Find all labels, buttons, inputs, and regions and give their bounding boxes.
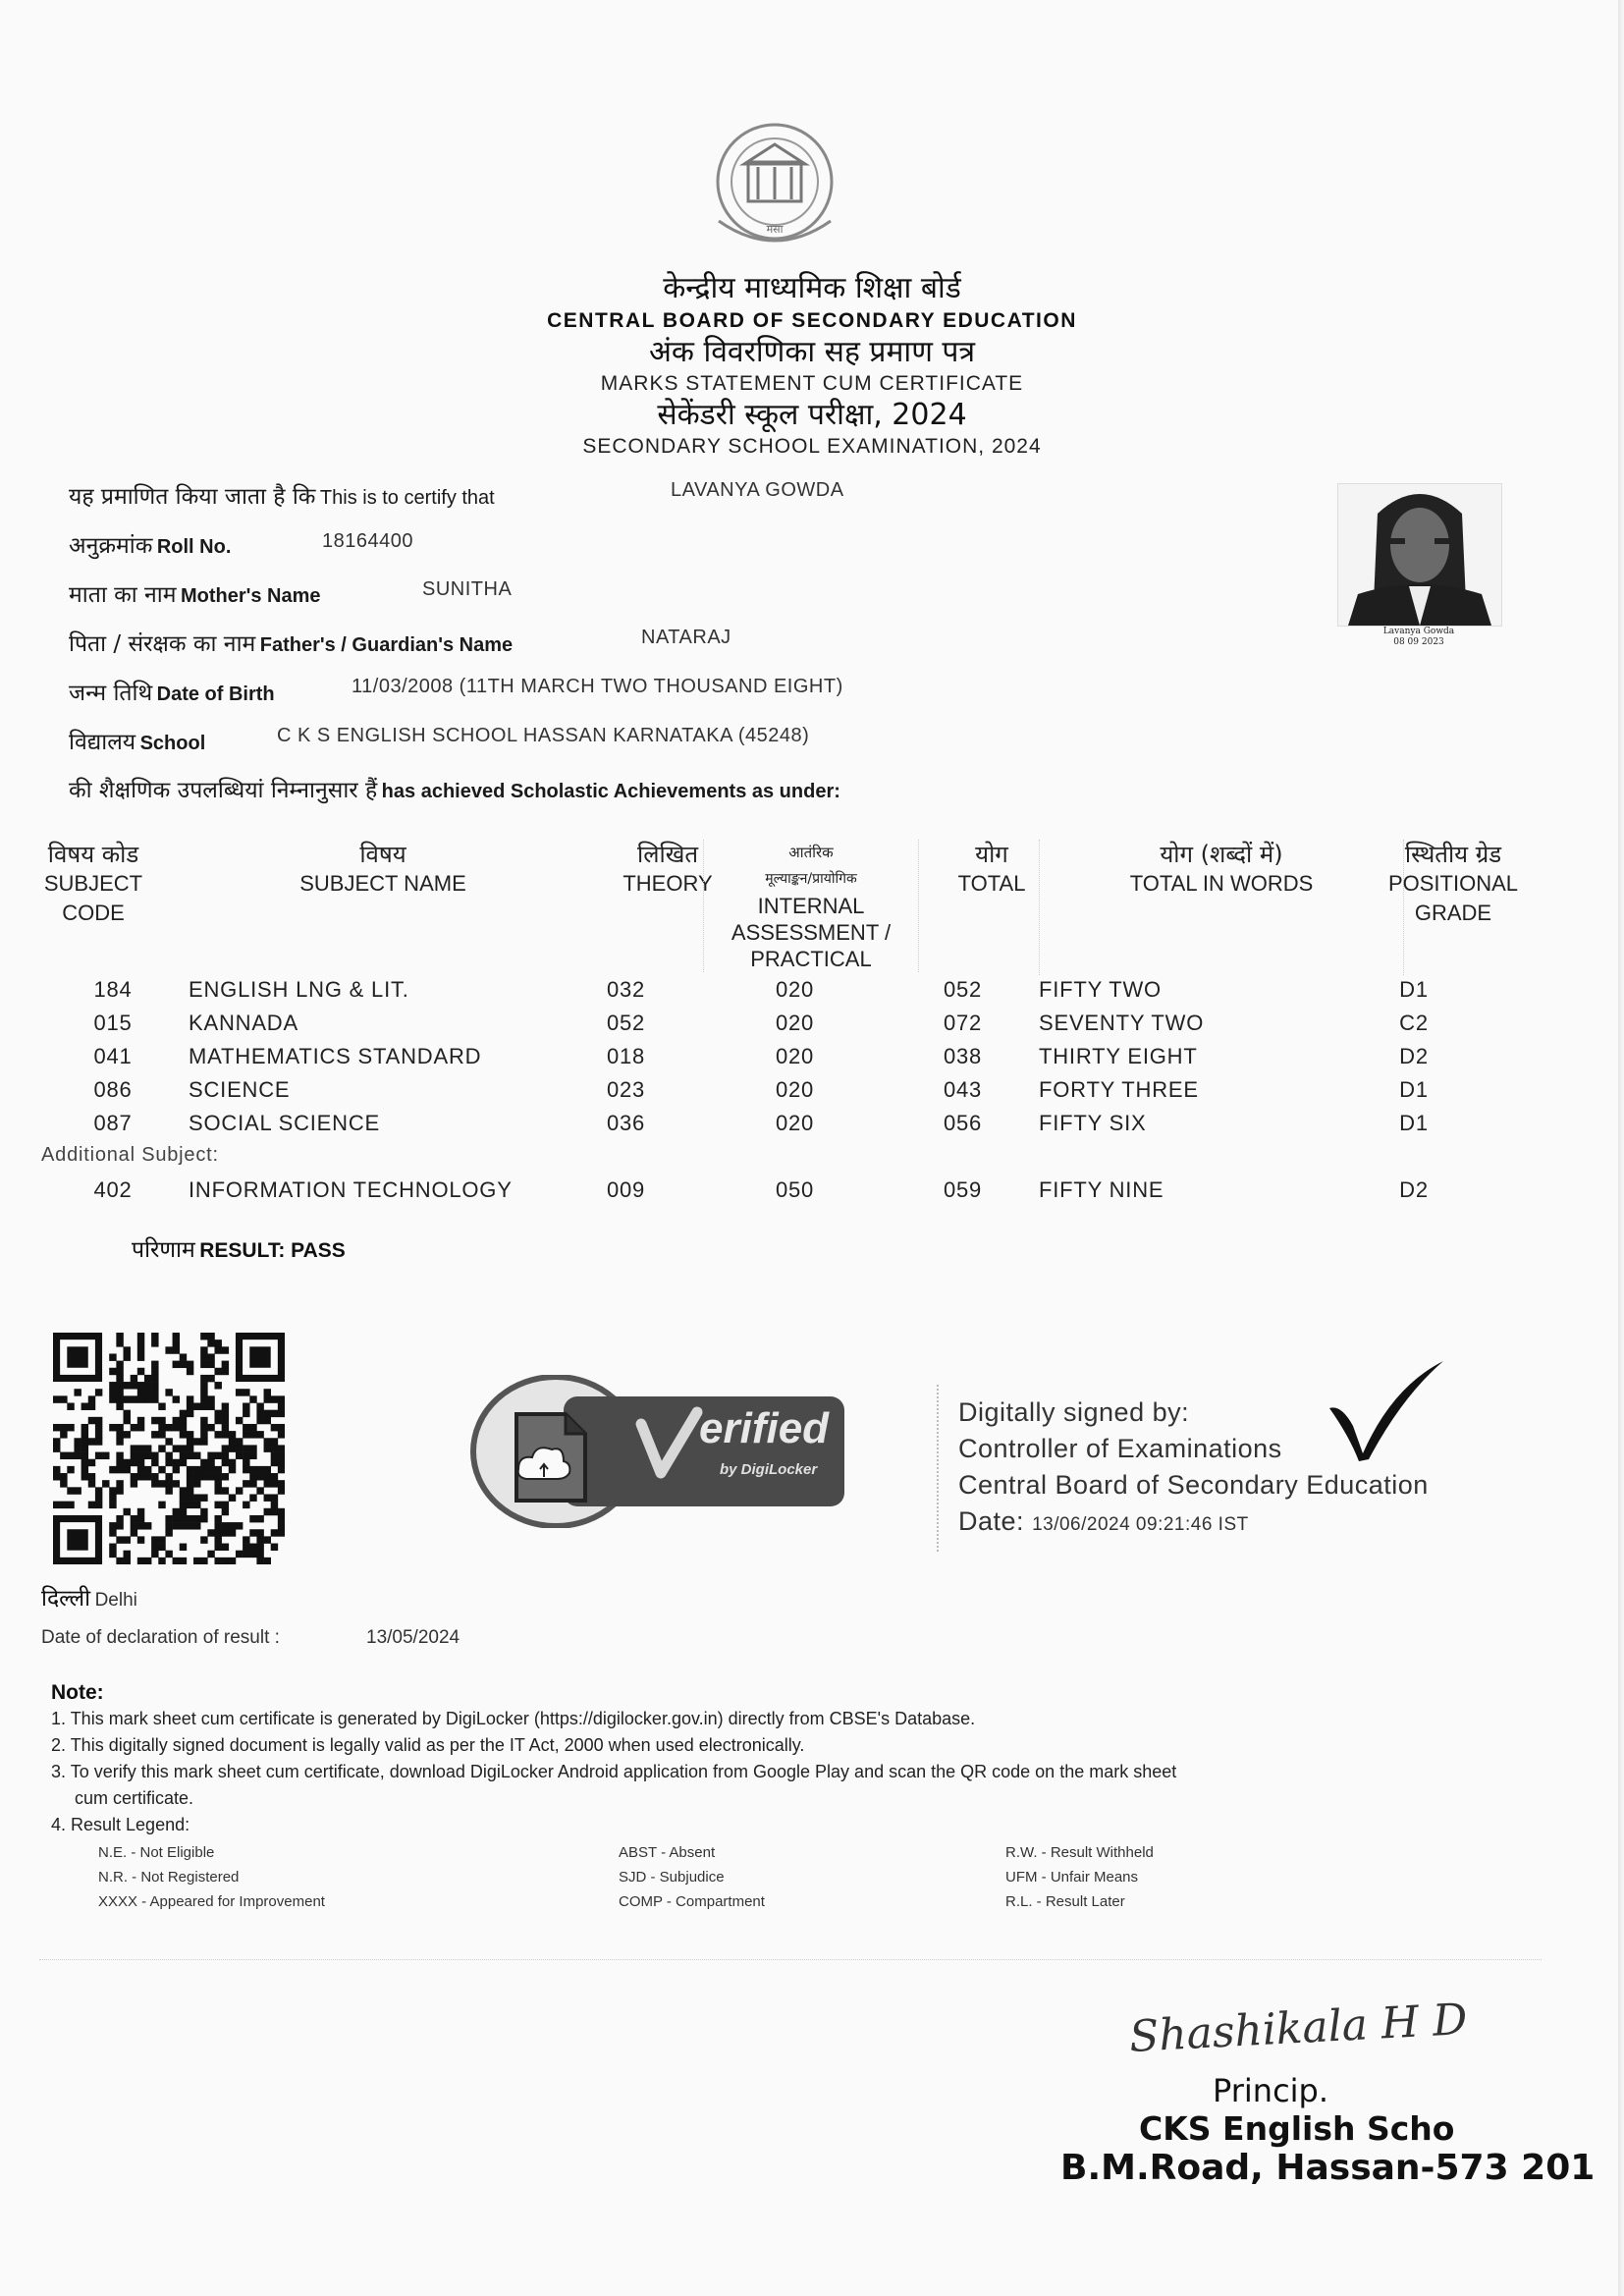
legend-item: XXXX - Appeared for Improvement <box>98 1893 325 1910</box>
dob-label-en: Date of Birth <box>156 683 275 705</box>
col-name-en: SUBJECT NAME <box>299 871 466 896</box>
col-total-hi: योग <box>975 841 1008 868</box>
principal-signature: Shashikala H D <box>1127 1995 1469 2062</box>
row-internal: 020 <box>775 1044 815 1068</box>
note-item: 3. To verify this mark sheet cum certificate, download DigiLocker Android application from Google Play and scan the QR code on the mark sheet <box>51 1762 1177 1781</box>
roll-label-en: Roll No. <box>156 536 232 558</box>
row-words: FIFTY SIX <box>1039 1111 1147 1135</box>
doc-title-en: MARKS STATEMENT CUM CERTIFICATE <box>600 372 1024 395</box>
col-internal-header <box>703 840 919 972</box>
verified-text: erified <box>699 1404 830 1452</box>
col-name-header <box>265 840 501 899</box>
notes-section <box>51 1679 1445 1838</box>
row-theory: 052 <box>606 1011 646 1035</box>
certify-label-en: This is to certify that <box>319 487 495 509</box>
row-code: 184 <box>93 977 133 1002</box>
legend-item: R.W. - Result Withheld <box>1005 1844 1154 1861</box>
col-grade-en1: POSITIONAL <box>1387 871 1519 896</box>
mother-label-hi: माता का नाम <box>69 582 177 608</box>
col-grade-hi: स्थितीय ग्रेड <box>1404 841 1502 868</box>
col-code-en1: SUBJECT <box>43 871 143 896</box>
col-theory-en: THEORY <box>623 871 713 896</box>
qr-code[interactable] <box>53 1333 285 1564</box>
row-internal: 020 <box>775 1011 815 1035</box>
board-title-en: CENTRAL BOARD OF SECONDARY EDUCATION <box>547 309 1077 332</box>
student-name: LAVANYA GOWDA <box>671 479 844 501</box>
row-words: FIFTY TWO <box>1039 977 1162 1002</box>
stamp-line-1: Princip. <box>1213 2072 1329 2109</box>
dob-row <box>69 676 275 707</box>
student-photo <box>1337 483 1502 627</box>
row-total: 043 <box>943 1077 983 1102</box>
legend-item: SJD - Subjudice <box>619 1869 725 1886</box>
row-grade: D1 <box>1399 977 1429 1002</box>
legend-item: N.R. - Not Registered <box>98 1869 240 1886</box>
row-words: SEVENTY TWO <box>1039 1011 1205 1035</box>
col-internal-en1: INTERNAL <box>757 894 865 918</box>
note-item: 1. This mark sheet cum certificate is generated by DigiLocker (https://digilocker.gov.in) directly from CBSE's Database. <box>51 1709 976 1728</box>
verified-badge <box>469 1375 844 1528</box>
legend-item: COMP - Compartment <box>619 1893 765 1910</box>
row-theory: 018 <box>606 1044 646 1068</box>
row-grade: D1 <box>1399 1111 1429 1135</box>
col-words-hi: योग (शब्दों में) <box>1160 841 1283 868</box>
place-en: Delhi <box>94 1590 137 1611</box>
row-grade: C2 <box>1399 1011 1429 1035</box>
row-total: 072 <box>943 1011 983 1035</box>
doc-title-hi: अंक विवरणिका सह प्रमाण पत्र <box>648 335 976 369</box>
col-total-en: TOTAL <box>957 871 1026 896</box>
certify-label-hi: यह प्रमाणित किया जाता है कि <box>69 484 316 510</box>
row-words: FORTY THREE <box>1039 1077 1199 1102</box>
cbse-logo <box>699 123 850 255</box>
mother-row <box>69 577 321 609</box>
school-name: C K S ENGLISH SCHOOL HASSAN KARNATAKA (45248) <box>277 725 810 746</box>
row-total: 052 <box>943 977 983 1002</box>
row-total: 038 <box>943 1044 983 1068</box>
row-grade: D2 <box>1399 1177 1429 1202</box>
row-code: 402 <box>93 1177 133 1202</box>
row-subject: SOCIAL SCIENCE <box>189 1111 380 1135</box>
stamp-line-2: CKS English Scho <box>1139 2109 1455 2148</box>
legend-item: UFM - Unfair Means <box>1005 1869 1139 1886</box>
result-value: RESULT: PASS <box>199 1239 346 1262</box>
result-label-hi: परिणाम <box>132 1237 195 1263</box>
notes-title: Note: <box>51 1681 104 1704</box>
legend-item: R.L. - Result Later <box>1005 1893 1125 1910</box>
father-row <box>69 627 513 658</box>
digilocker-text: by DigiLocker <box>720 1461 818 1478</box>
mother-label-en: Mother's Name <box>180 585 321 607</box>
row-code: 087 <box>93 1111 133 1135</box>
row-code: 041 <box>93 1044 133 1068</box>
father-label-en: Father's / Guardian's Name <box>259 634 514 656</box>
photo-caption-name: Lavanya Gowda <box>1382 627 1455 636</box>
note-item: cum certificate. <box>75 1788 194 1808</box>
col-name-hi: विषय <box>359 841 406 868</box>
roll-label-hi: अनुक्रमांक <box>69 533 153 559</box>
row-theory: 009 <box>606 1177 646 1202</box>
sign-date-label: Date: <box>958 1506 1025 1536</box>
row-internal: 050 <box>775 1177 815 1202</box>
signer-organisation: Central Board of Secondary Education <box>958 1470 1429 1500</box>
school-label-en: School <box>139 733 206 754</box>
achieved-row <box>69 773 840 804</box>
sign-date-value: 13/06/2024 09:21:46 IST <box>1032 1514 1249 1535</box>
row-grade: D1 <box>1399 1077 1429 1102</box>
row-code: 086 <box>93 1077 133 1102</box>
legend-item: ABST - Absent <box>619 1844 716 1861</box>
school-row <box>69 725 205 756</box>
col-grade-header <box>1316 840 1591 928</box>
photo-caption-date: 08 09 2023 <box>1393 637 1444 647</box>
board-title-hi: केन्द्रीय माध्यमिक शिक्षा बोर्ड <box>663 271 961 305</box>
col-grade-en2: GRADE <box>1414 901 1492 925</box>
row-total: 059 <box>943 1177 983 1202</box>
signer-title: Controller of Examinations <box>958 1434 1282 1463</box>
row-internal: 020 <box>775 1111 815 1135</box>
col-internal-hi2: मूल्याङ्कन/प्रायोगिक <box>765 871 857 887</box>
col-code-en2: CODE <box>62 901 125 925</box>
row-total: 056 <box>943 1111 983 1135</box>
col-internal-hi1: आतंरिक <box>788 844 834 861</box>
col-internal-en3: PRACTICAL <box>750 947 872 971</box>
row-theory: 023 <box>606 1077 646 1102</box>
mother-name: SUNITHA <box>422 578 513 600</box>
exam-title-en: SECONDARY SCHOOL EXAMINATION, 2024 <box>582 435 1042 458</box>
col-code-hi: विषय कोड <box>47 841 139 868</box>
logo-text: मसा <box>766 223 784 236</box>
row-subject: KANNADA <box>189 1011 298 1035</box>
note-item: 4. Result Legend: <box>51 1815 190 1834</box>
exam-title-hi: सेकेंडरी स्कूल परीक्षा, 2024 <box>657 398 967 432</box>
roll-number: 18164400 <box>322 530 413 552</box>
place-hi: दिल्ली <box>41 1586 91 1612</box>
result-line <box>132 1232 346 1264</box>
row-code: 015 <box>93 1011 133 1035</box>
father-label-hi: पिता / संरक्षक का नाम <box>69 631 256 657</box>
school-label-hi: विद्यालय <box>69 730 136 755</box>
photo-caption <box>1337 627 1500 648</box>
header <box>0 269 1624 460</box>
table-header <box>39 840 1519 977</box>
row-subject: MATHEMATICS STANDARD <box>189 1044 482 1068</box>
date-of-birth: 11/03/2008 (11TH MARCH TWO THOUSAND EIGHT) <box>352 676 843 697</box>
row-subject: INFORMATION TECHNOLOGY <box>189 1177 513 1202</box>
stamp-line-3: B.M.Road, Hassan-573 201 <box>1060 2148 1596 2188</box>
achieved-label-hi: की शैक्षणिक उपलब्धियां निम्नानुसार हैं <box>69 778 378 803</box>
principal-stamp <box>1060 2072 1595 2188</box>
row-grade: D2 <box>1399 1044 1429 1068</box>
achieved-label-en: has achieved Scholastic Achievements as under: <box>381 781 840 802</box>
signed-by-label: Digitally signed by: <box>958 1397 1190 1427</box>
col-code-header <box>39 840 147 928</box>
notes-divider <box>39 1959 1542 1960</box>
col-internal-en2: ASSESSMENT / <box>731 920 892 945</box>
certify-row <box>69 479 495 511</box>
note-item: 2. This digitally signed document is legally valid as per the IT Act, 2000 when used electronically. <box>51 1735 805 1755</box>
col-theory-hi: लिखित <box>636 841 699 868</box>
declaration-label: Date of declaration of result : <box>41 1627 280 1648</box>
additional-subject-label: Additional Subject: <box>41 1144 219 1166</box>
row-words: FIFTY NINE <box>1039 1177 1164 1202</box>
roll-row <box>69 528 231 560</box>
declaration-date: 13/05/2024 <box>366 1627 460 1648</box>
checkmark-icon <box>1324 1357 1451 1465</box>
digital-signature-block <box>937 1385 1489 1552</box>
dob-label-hi: जन्म तिथि <box>69 681 153 706</box>
row-theory: 036 <box>606 1111 646 1135</box>
col-words-en: TOTAL IN WORDS <box>1129 871 1314 896</box>
row-theory: 032 <box>606 977 646 1002</box>
row-internal: 020 <box>775 1077 815 1102</box>
row-words: THIRTY EIGHT <box>1039 1044 1198 1068</box>
row-internal: 020 <box>775 977 815 1002</box>
row-subject: SCIENCE <box>189 1077 291 1102</box>
row-subject: ENGLISH LNG & LIT. <box>189 977 409 1002</box>
legend-item: N.E. - Not Eligible <box>98 1844 215 1861</box>
place <box>41 1581 137 1613</box>
father-name: NATARAJ <box>641 627 731 648</box>
